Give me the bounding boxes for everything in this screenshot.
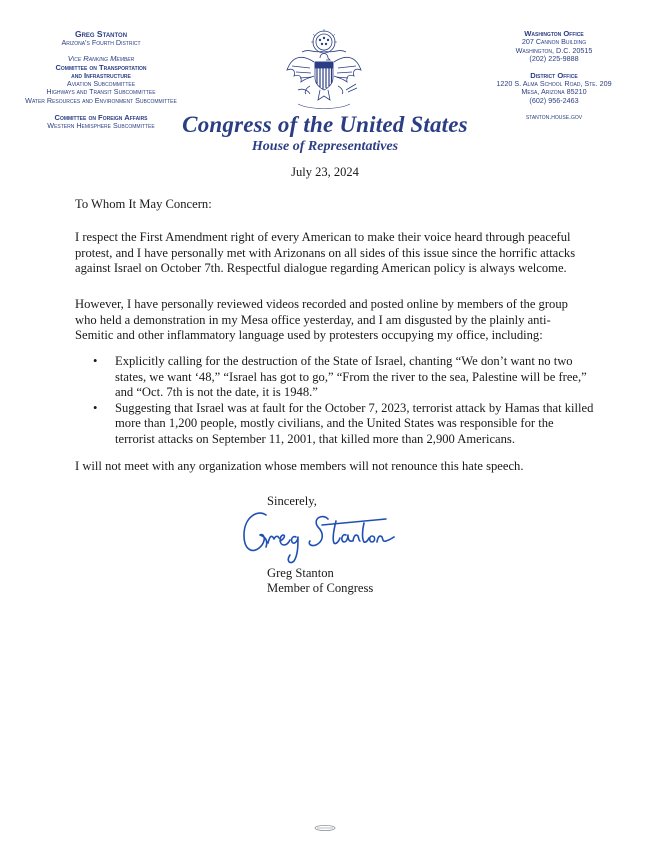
letterhead-right [488,30,620,122]
district-label: Arizona's Fourth District [61,38,141,47]
house-subtitle: House of Representatives [251,139,399,154]
letter-date: July 23, 2024 [291,165,359,179]
paragraph-1: I respect the First Amendment right of every American to make their voice heard through peaceful protest, and I have personally met with Arizonans on all sides of this issue since the horrific attacks against Israel on October 7th. Respectful dialogue regarding American policy is always welcome. [75,230,576,276]
list-item [75,354,595,401]
signer-title: Member of Congress [267,581,374,595]
washington-address-line1: 207 Cannon Building [521,37,587,47]
district-address-line1: 1220 S. Alma School Road, Ste. 209 [496,79,612,89]
handwritten-signature [236,505,401,567]
bullet-icon: • [93,400,98,415]
district-phone: (602) 956-2463 [529,95,579,105]
subcommittee-aviation: Aviation Subcommittee [66,79,136,89]
paragraph-3: I will not meet with any organization whose members will not renounce this hate speech. [75,459,524,473]
member-name: Greg Stanton [74,29,128,39]
congress-title: Congress of the United States [182,112,468,137]
website-link: stanton.house.gov [525,112,583,122]
bullet-icon: • [93,354,98,368]
great-seal-eagle-icon [284,28,364,114]
committee-foreign-affairs: Committee on Foreign Affairs [54,113,148,123]
subcommittee-highways: Highways and Transit Subcommittee [46,87,156,97]
bullet-list [75,354,595,448]
district-address-line2: Mesa, Arizona 85210 [521,87,587,97]
bullet-text: Explicitly calling for the destruction of the State of Israel, chanting “We don’t want no two states, we want ‘48,” “Israel has got to go,” “From the river to the sea, Palestine will be free,” and “Oct. 7th is not the date, it is 1948.” [115,354,587,400]
role-label: Vice Ranking Member [67,54,135,64]
paragraph-2: However, I have personally reviewed videos recorded and posted online by members of the group who held a demonstration in my Mesa office yesterday, and I am disgusted by the plainly anti-Semitic and other inflammatory language used by protesters occupying my office, including: [75,297,568,343]
list-item [75,401,595,448]
printing-mark-icon [313,824,337,832]
committee-transportation-line2: and Infrastructure [71,70,131,80]
closing: Sincerely, [267,494,317,508]
washington-office-title: Washington Office [524,29,584,38]
district-office-title: District Office [530,70,578,80]
committee-transportation-line1: Committee on Transportation [55,62,147,72]
subcommittee-western-hemisphere: Western Hemisphere Subcommittee [47,121,155,131]
subcommittee-water: Water Resources and Environment Subcommittee [25,95,177,105]
bullet-text: Suggesting that Israel was at fault for the October 7, 2023, terrorist attack by Hamas that killed more than 1,200 people, mostly civilians, and the United States was responsible for the terrorist attacks on September 11, 2001, that killed more than 2,900 Americans. [115,400,594,446]
washington-address-line2: Washington, D.C. 20515 [515,45,593,55]
signer-name: Greg Stanton [267,566,334,580]
washington-phone: (202) 225-9888 [529,54,579,64]
salutation: To Whom It May Concern: [75,197,212,211]
